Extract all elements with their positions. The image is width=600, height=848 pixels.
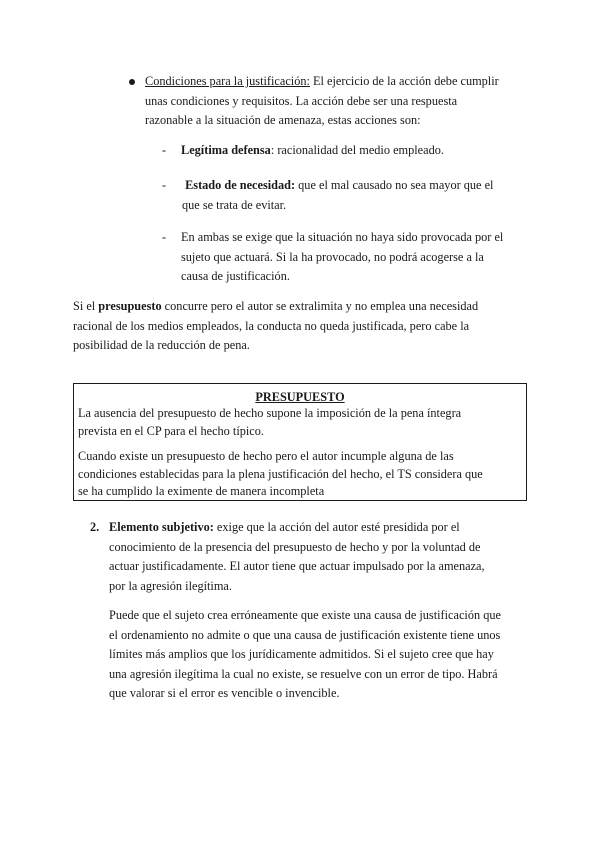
numbered-line: conocimiento de la presencia del presupuesto de hecho y por la voluntad de [109, 539, 481, 554]
dash-item-line [182, 176, 542, 196]
box-line: La ausencia del presupuesto de hecho supone la imposición de la pena íntegra [78, 406, 462, 420]
numbered-bold: Elemento subjetivo: [109, 520, 214, 534]
dash-item-line: En ambas se exige que la situación no haya sido provocada por el [181, 230, 504, 244]
numbered-line: por la agresión ilegítima. [109, 578, 232, 593]
paragraph-line: el ordenamiento no admite o que una causa de justificación existente tiene unos [109, 627, 501, 642]
box-spacer [78, 440, 522, 448]
dash-item-bold: Legítima defensa [181, 143, 271, 157]
paragraph-line: posibilidad de la reducción de pena. [73, 338, 250, 352]
bullet-line-1 [145, 72, 545, 92]
paragraph-error [109, 606, 529, 704]
paragraph-line: Puede que el sujeto crea erróneamente que existe una causa de justificación que [109, 608, 501, 622]
box-line: condiciones establecidas para la plena justificación del hecho, el TS considera que [78, 466, 483, 481]
dash-item-text [182, 176, 542, 215]
paragraph-presupuesto [73, 297, 533, 356]
bullet-line-2: unas condiciones y requisitos. La acción debe ser una respuesta [145, 93, 458, 108]
box-title: PRESUPUESTO [255, 390, 345, 404]
dash-marker: - [162, 178, 167, 192]
dash-marker: - [162, 230, 167, 244]
paragraph-bold: presupuesto [98, 299, 162, 313]
dash-marker: - [162, 143, 167, 157]
numbered-line: actuar justificadamente. El autor tiene que actuar impulsado por la amenaza, [109, 559, 485, 573]
dash-item-text [181, 141, 541, 161]
dash-item-text [181, 228, 541, 287]
box-line: se ha cumplido la eximente de manera incompleta [78, 484, 325, 498]
bullet-dot-icon [129, 79, 135, 85]
numbered-rest: exige que la acción del autor esté presidida por el [213, 520, 460, 534]
bullet-line-1-text: El ejercicio de la acción debe cumplir [309, 74, 499, 88]
box-line: prevista en el CP para el hecho típico. [78, 423, 264, 438]
numbered-line [109, 518, 529, 538]
dash-item-rest: que el mal causado no sea mayor que el [295, 178, 494, 192]
paragraph-line: límites más amplios que los jurídicamente admitidos. Si el sujeto cree que hay [109, 647, 494, 661]
dash-item-cont: causa de justificación. [181, 269, 290, 283]
bullet-justification-conditions [145, 72, 545, 131]
list-number: 2. [90, 520, 100, 534]
bullet-line-3: razonable a la situación de amenaza, estas acciones son: [145, 113, 421, 127]
dash-item-rest: : racionalidad del medio empleado. [270, 143, 444, 157]
box-line: Cuando existe un presupuesto de hecho pero el autor incumple alguna de las [78, 449, 454, 463]
paragraph-line [73, 297, 533, 317]
paragraph-line: que valorar si el error es vencible o invencible. [109, 686, 340, 700]
paragraph-rest: concurre pero el autor se extralimita y no emplea una necesidad [161, 299, 479, 313]
bullet-lead: Condiciones para la justificación: [145, 74, 310, 88]
paragraph-line: racional de los medios empleados, la conducta no queda justificada, pero cabe la [73, 318, 470, 333]
dash-item-bold: Estado de necesidad: [185, 178, 296, 192]
paragraph-start: Si el [73, 299, 99, 313]
dash-item-cont: que se trata de evitar. [182, 197, 287, 212]
dash-item-cont: sujeto que actuará. Si la ha provocado, no podrá acogerse a la [181, 249, 484, 264]
paragraph-line: una agresión ilegítima la cual no existe, se resuelve con un error de tipo. Habrá [109, 666, 498, 681]
presupuesto-box [73, 383, 527, 501]
numbered-item-text [109, 518, 529, 596]
